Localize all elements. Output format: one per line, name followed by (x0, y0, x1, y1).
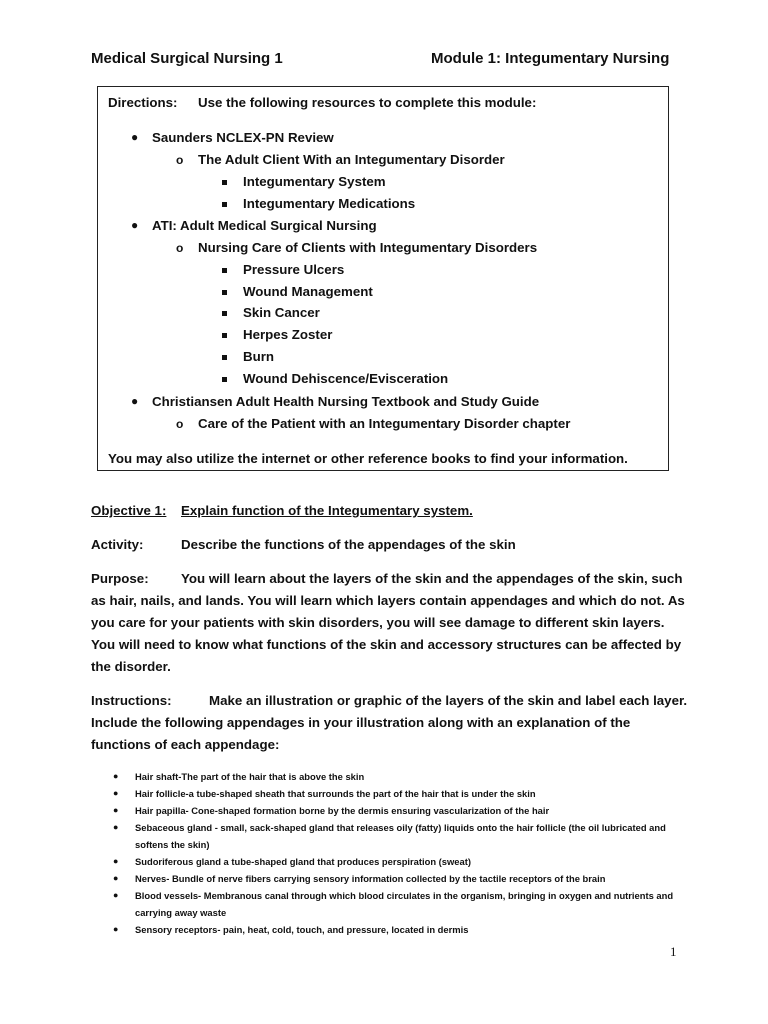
bullet-icon: ● (113, 805, 119, 815)
resource-subtitle: Nursing Care of Clients with Integumentary Disorders (198, 240, 538, 255)
resource-item: Integumentary System (243, 174, 386, 189)
resource-title: ATI: Adult Medical Surgical Nursing (152, 218, 377, 233)
square-bullet-icon (222, 355, 227, 360)
bullet-icon: ● (131, 394, 139, 408)
bullet-icon: ● (113, 924, 119, 934)
page-header-module: Module 1: Integumentary Nursing (431, 50, 670, 67)
page-header-course: Medical Surgical Nursing 1 (91, 50, 283, 67)
list-item: ● Sudoriferous gland a tube-shaped gland that produces perspiration (sweat) (113, 853, 693, 870)
list-item: ● Hair shaft-The part of the hair that is above the skin (113, 768, 693, 785)
square-bullet-icon (222, 311, 227, 316)
square-bullet-icon (222, 333, 227, 338)
bullet-icon: ● (113, 856, 119, 866)
directions-text: Use the following resources to complete this module: (198, 95, 537, 110)
square-bullet-icon (222, 268, 227, 273)
resource-item: Wound Dehiscence/Evisceration (243, 371, 449, 386)
bullet-icon: ● (113, 890, 119, 900)
bullet-icon: ● (131, 218, 139, 232)
resource-subtitle: The Adult Client With an Integumentary Disorder (198, 152, 505, 167)
resource-item: Integumentary Medications (243, 196, 416, 211)
purpose-label: Purpose: (91, 571, 149, 586)
bullet-icon: ● (131, 130, 139, 144)
circle-bullet-icon: o (176, 417, 184, 431)
bullet-icon: ● (113, 788, 119, 798)
list-item: ● Sebaceous gland - small, sack-shaped gland that releases oily (fatty) liquids onto the hair follicle (the oil lubricated and softens the skin) (113, 819, 693, 853)
resource-item: Wound Management (243, 284, 373, 299)
directions-label: Directions: (108, 95, 178, 110)
instructions-paragraph (91, 690, 691, 756)
objective-text: Explain function of the Integumentary system. (181, 503, 473, 518)
appendage-list (113, 768, 693, 938)
instructions-text: Make an illustration or graphic of the layers of the skin and label each layer. Include the following appendages in your illustration along with an explanation of the functions of each appendage: (91, 693, 688, 752)
square-bullet-icon (222, 290, 227, 295)
objective-label: Objective 1: (91, 503, 167, 518)
resource-item: Pressure Ulcers (243, 262, 345, 277)
circle-bullet-icon: o (176, 153, 184, 167)
purpose-text: You will learn about the layers of the skin and the appendages of the skin, such as hair, nails, and lands. You will learn which layers contain appendages and which do not. As you care for your patients with skin disorders, you will see damage to different skin layers. You will need to know what functions of the skin and accessory structures can be affected by the disorder. (91, 571, 685, 674)
bullet-icon: ● (113, 822, 119, 832)
purpose-paragraph (91, 568, 691, 678)
list-item: ● Blood vessels- Membranous canal through which blood circulates in the organism, bringing in oxygen and nutrients and carrying away waste (113, 887, 693, 921)
instructions-label: Instructions: (91, 693, 172, 708)
list-item: ● Sensory receptors- pain, heat, cold, touch, and pressure, located in dermis (113, 921, 693, 938)
activity-label: Activity: (91, 537, 144, 552)
bullet-icon: ● (113, 771, 119, 781)
resource-item: Burn (243, 349, 275, 364)
circle-bullet-icon: o (176, 241, 184, 255)
list-item: ● Nerves- Bundle of nerve fibers carrying sensory information collected by the tactile receptors of the brain (113, 870, 693, 887)
resource-title: Christiansen Adult Health Nursing Textbook and Study Guide (152, 394, 540, 409)
list-item: ● Hair papilla- Cone-shaped formation borne by the dermis ensuring vascularization of the hair (113, 802, 693, 819)
resource-title: Saunders NCLEX-PN Review (152, 130, 334, 145)
resource-item: Skin Cancer (243, 305, 320, 320)
resource-item: Herpes Zoster (243, 327, 333, 342)
list-item: ● Hair follicle-a tube-shaped sheath that surrounds the part of the hair that is under the skin (113, 785, 693, 802)
square-bullet-icon (222, 202, 227, 207)
activity-text: Describe the functions of the appendages of the skin (181, 537, 516, 552)
page-number: 1 (670, 944, 677, 959)
square-bullet-icon (222, 180, 227, 185)
square-bullet-icon (222, 377, 227, 382)
bullet-icon: ● (113, 873, 119, 883)
resource-subtitle: Care of the Patient with an Integumentary Disorder chapter (198, 416, 571, 431)
directions-footer: You may also utilize the internet or other reference books to find your information. (108, 451, 628, 466)
